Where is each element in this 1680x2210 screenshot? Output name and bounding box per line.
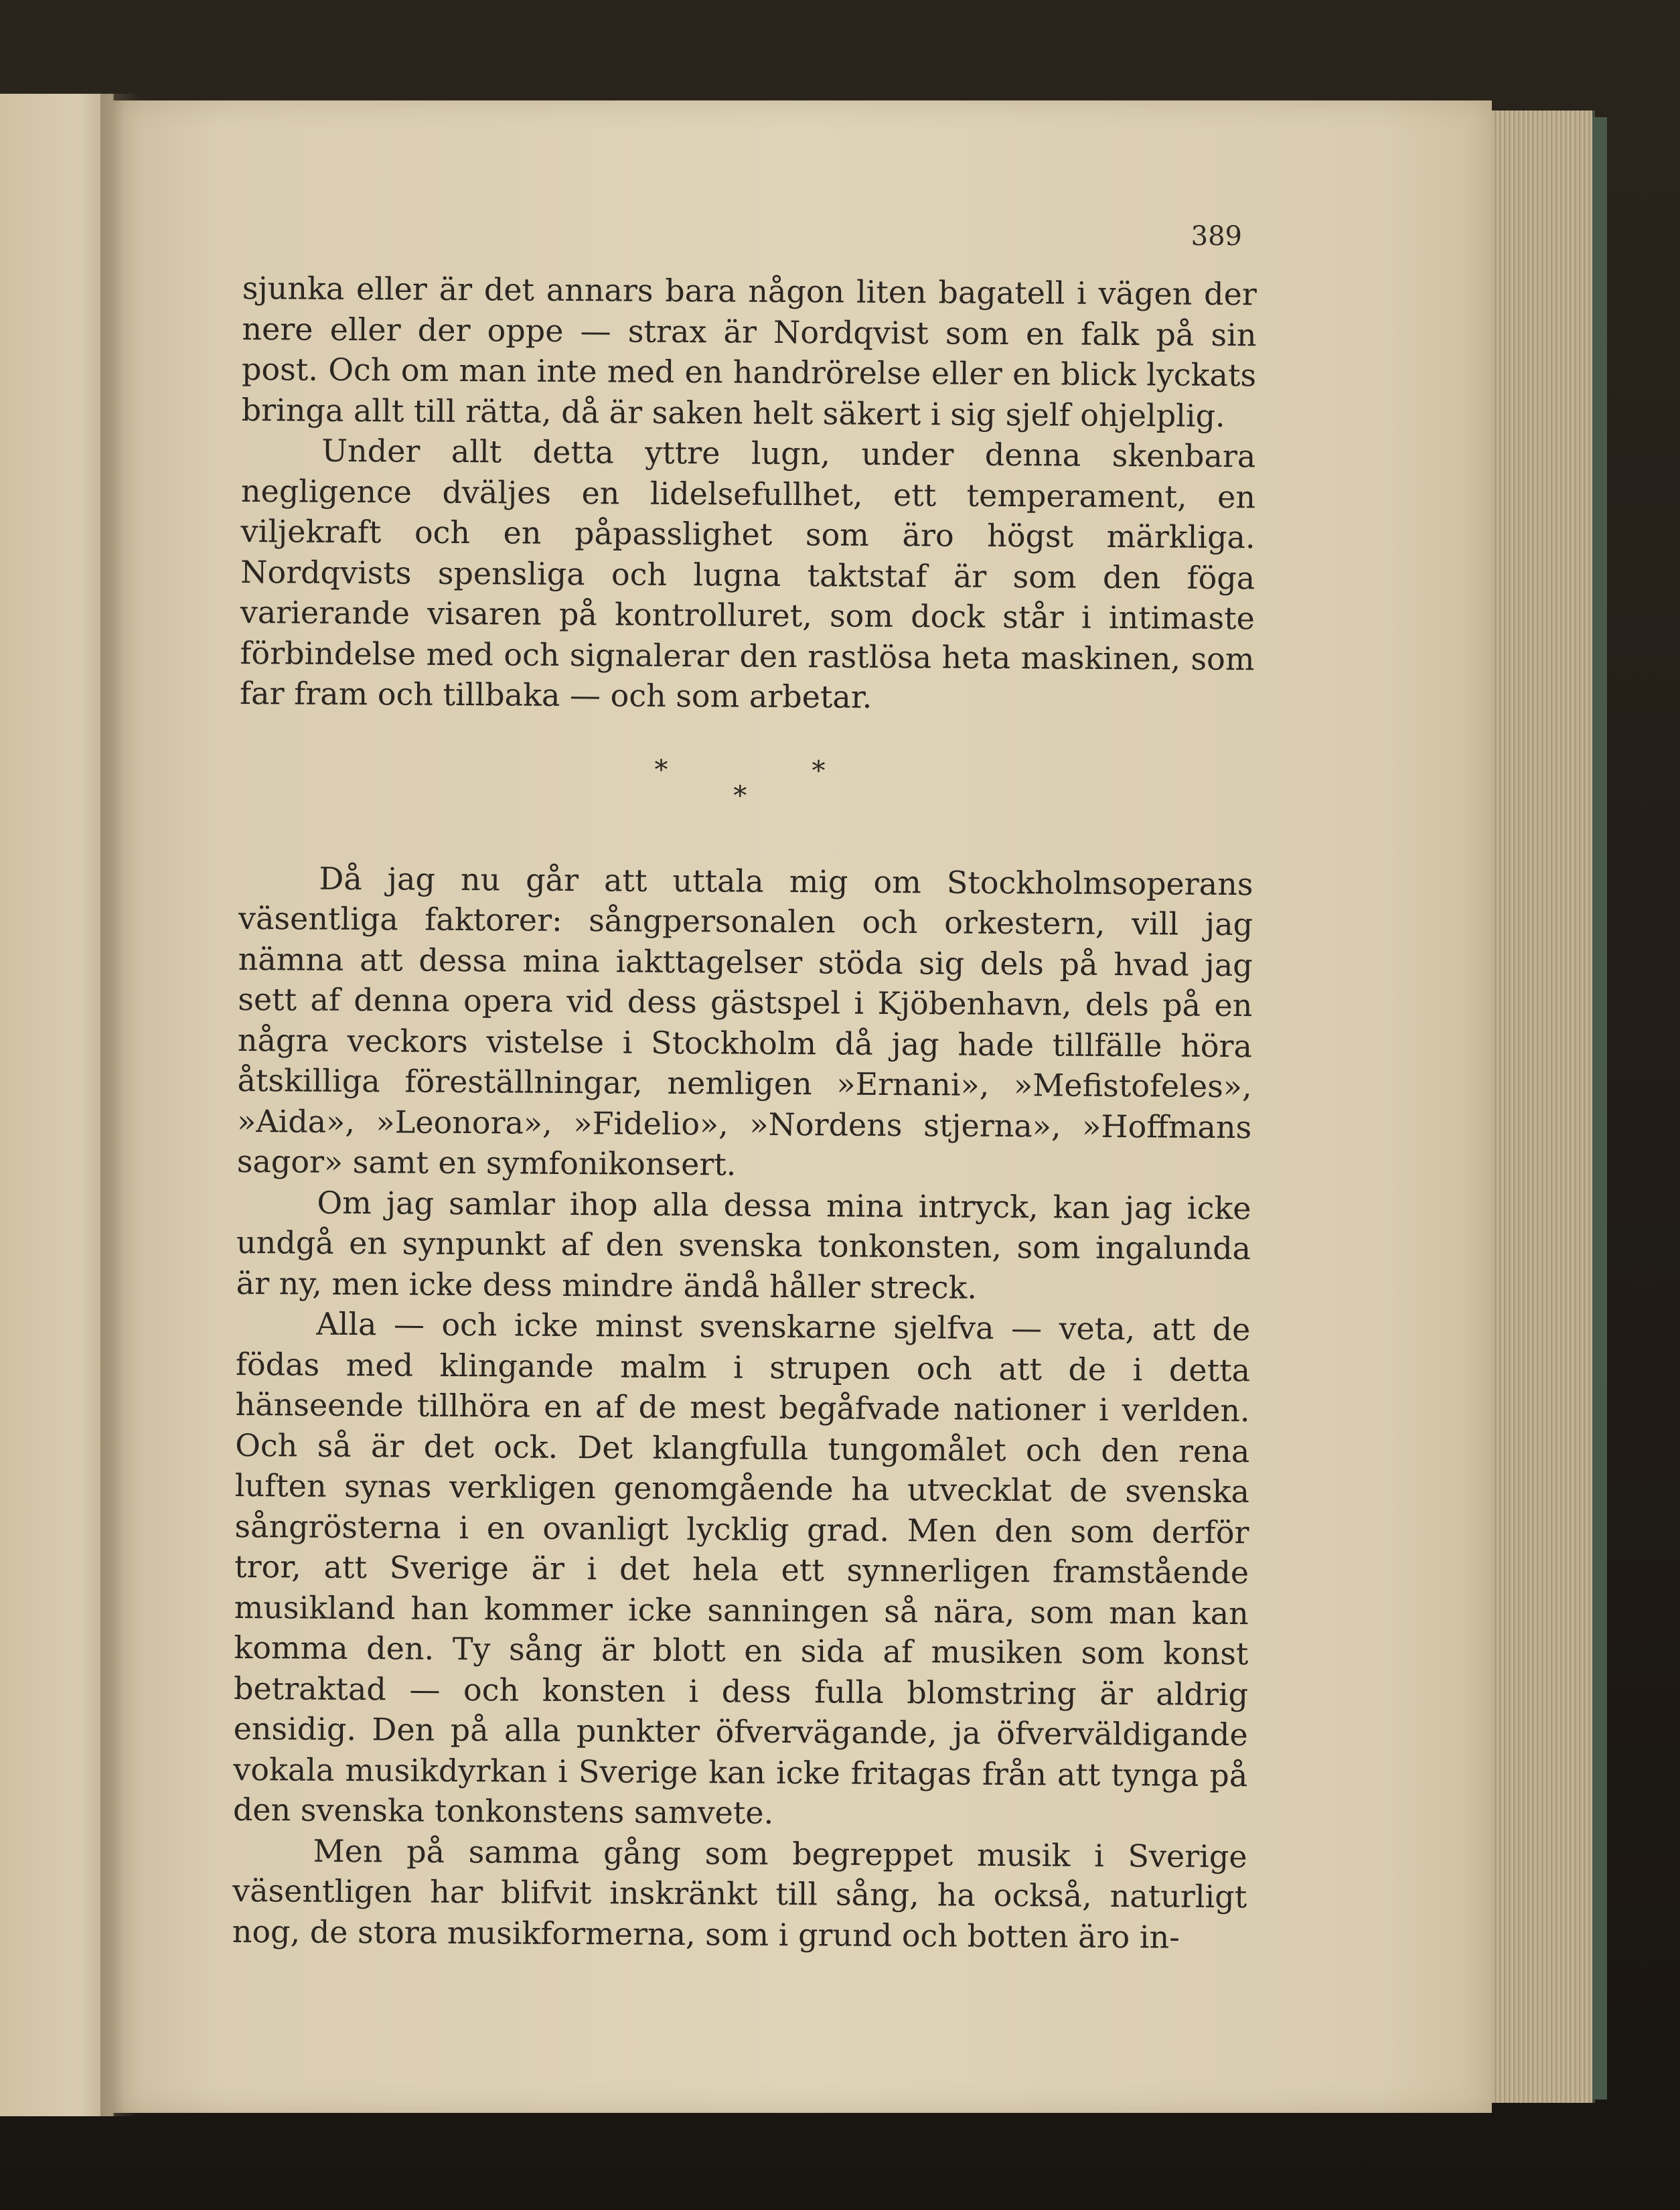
page-number: 389: [1191, 221, 1242, 252]
paragraph-1: sjunka eller är det annars bara någon liten bagatell i vägen der nere eller der oppe — strax är Nordqvist som en falk på sin post. Och om man inte med en handrörelse eller en blick lyckats bringa allt till rätta, då är saken helt säkert i sig sjelf ohjelplig.: [241, 269, 1257, 434]
left-page-edge: [0, 94, 114, 2116]
separator-star-2: *: [812, 755, 826, 786]
separator-star-3: *: [733, 780, 747, 812]
section-separator: [239, 713, 1254, 863]
page-block-edges: [1492, 110, 1595, 2103]
paragraph-6: Men på samma gång som begreppet musik i Sverige väsentligen har blifvit inskränkt till sång, ha också, naturligt nog, de stora musikformerna, som i grund och botten äro in-: [232, 1832, 1247, 1956]
paragraph-5: Alla — och icke minst svenskarne sjelfva — veta, att de födas med klingande malm i strupen och att de i detta hänseende tillhöra en af de mest begåfvade nationer i verlden. Och så är det ock. Det klangfulla tungomålet och den rena luften synas verkligen genomgående ha utvecklat de svenska sångrösterna i en ovanligt lycklig grad. Men den som derför tror, att Sverige är i det hela ett synnerligen framstående musikland han kommer icke sanningen så nära, som man kan komma den. Ty sång är blott en sida af musiken som konst betraktad — och konsten i dess fulla blomstring är aldrig ensidig. Den på alla punkter öfvervägande, ja öfverväldigande vokala musikdyrkan i Sverige kan icke fritagas från att tynga på den svenska tonkonstens samvete.: [232, 1305, 1251, 1831]
book-cover-edge: [1592, 117, 1607, 2100]
body-text: [232, 268, 1257, 1958]
book-gutter: [100, 94, 141, 2116]
paragraph-2: Under allt detta yttre lugn, under denna skenbara negligence dväljes en lidelsefullhet, ett temperament, en viljekraft och en påpasslighet som äro högst märkliga. Nordqvists spensliga och lugna taktstaf är som den föga varierande visaren på kontrolluret, som dock står i intimaste förbindelse med och signalerar den rastlösa heta maskinen, som far fram och tillbaka — och som arbetar.: [239, 432, 1256, 715]
paragraph-3: Då jag nu går att uttala mig om Stockholmsoperans väsentliga faktorer: sångpersonalen och orkestern, vill jag nämna att dessa mina iakttagelser stöda sig dels på hvad jag sett af denna opera vid dess gästspel i Kjöbenhavn, dels på en några veckors vistelse i Stockholm då jag hade tillfälle höra åtskilliga föreställningar, nemligen »Ernani», »Mefistofeles», »Aida», »Leonora», »Fidelio», »Nordens stjerna», »Hoffmans sagor» samt en symfonikonsert.: [236, 860, 1253, 1183]
separator-star-1: *: [654, 754, 668, 786]
paragraph-4: Om jag samlar ihop alla dessa mina intryck, kan jag icke undgå en synpunkt af den svenska tonkonsten, som ingalunda är ny, men icke dess mindre ändå håller streck.: [236, 1184, 1251, 1306]
